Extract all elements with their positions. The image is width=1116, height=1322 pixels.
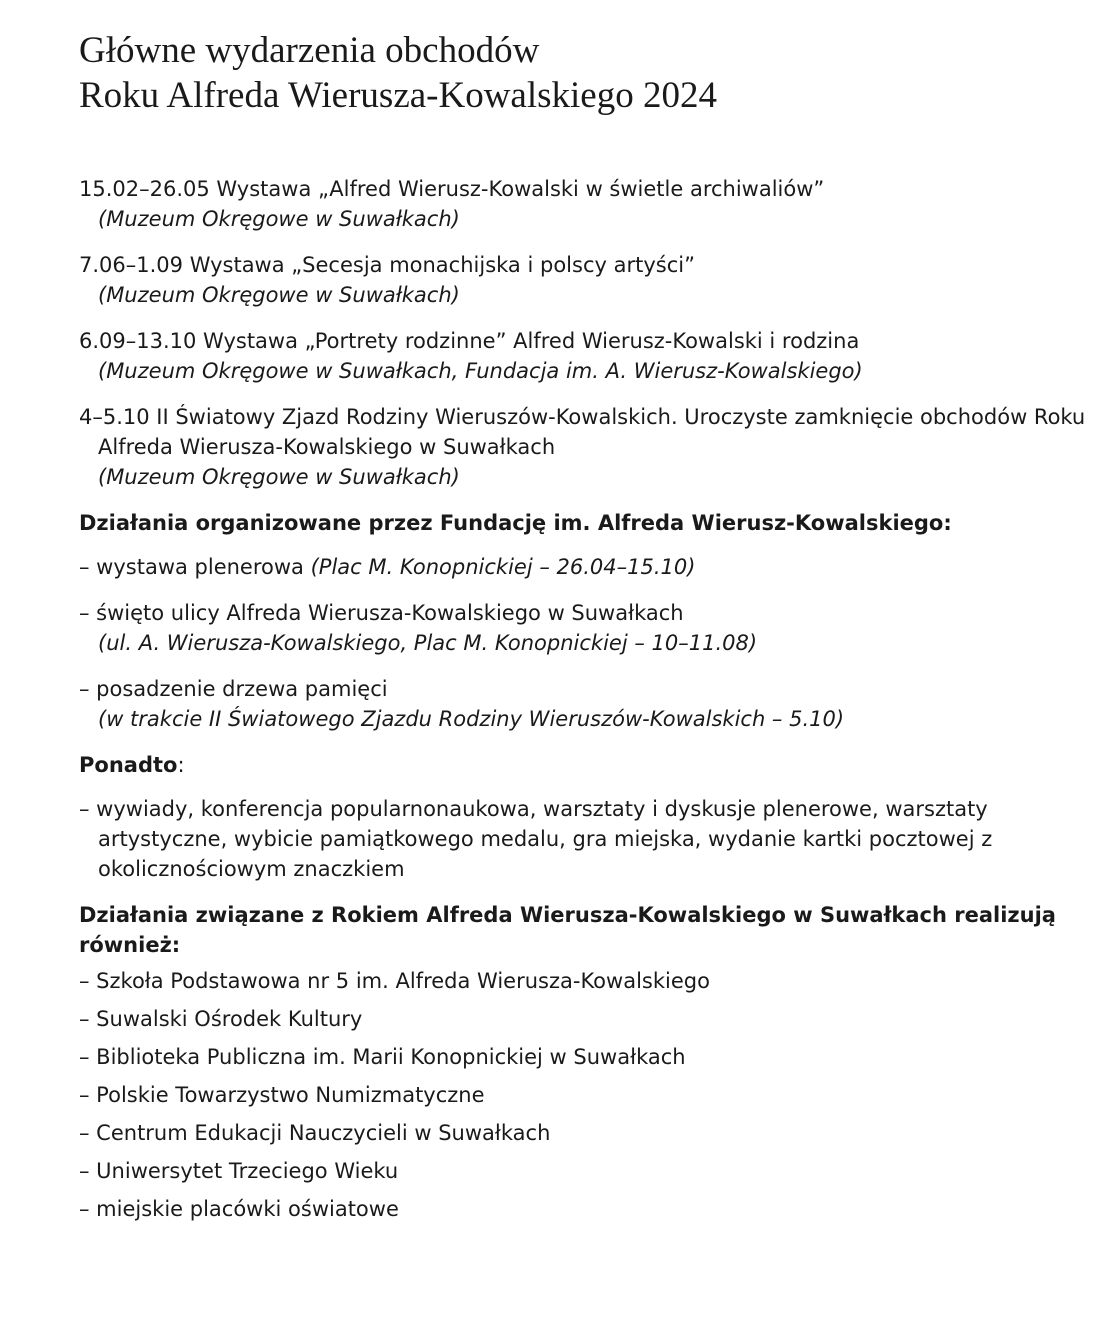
ponadto-colon: : — [177, 753, 185, 777]
event-place: (Muzeum Okręgowe w Suwałkach, Fundacja im. A. Wierusz-Kowalskiego) — [98, 359, 863, 383]
list-item: – Suwalski Ośrodek Kultury — [79, 1007, 363, 1031]
list-item — [79, 552, 1089, 582]
list-item: – Uniwersytet Trzeciego Wieku — [79, 1159, 399, 1183]
ponadto-heading — [79, 750, 1089, 780]
event-place: (Muzeum Okręgowe w Suwałkach) — [98, 465, 460, 489]
partners-list — [79, 966, 1089, 1224]
list-item — [79, 598, 1089, 658]
foundation-heading: Działania organizowane przez Fundację im. Alfreda Wierusz-Kowalskiego: — [79, 511, 952, 535]
list-item — [79, 674, 1089, 734]
event-item — [79, 250, 1089, 310]
partners-heading: Działania związane z Rokiem Alfreda Wierusza-Kowalskiego w Suwałkach realizują również: — [79, 903, 1056, 957]
title-line-1: Główne wydarzenia obchodów — [79, 30, 540, 71]
event-text: 7.06–1.09 Wystawa „Secesja monachijska i polscy artyści” — [79, 253, 695, 277]
event-item — [79, 402, 1089, 492]
page-title — [79, 28, 1089, 118]
item-detail: (Plac M. Konopnickiej – 26.04–15.10) — [310, 555, 696, 579]
document-page — [79, 28, 1089, 1232]
list-item: – Szkoła Podstawowa nr 5 im. Alfreda Wierusza-Kowalskiego — [79, 969, 710, 993]
item-detail: (w trakcie II Światowego Zjazdu Rodziny Wieruszów-Kowalskich – 5.10) — [98, 707, 845, 731]
item-text: – wystawa plenerowa — [79, 555, 311, 579]
list-item: – Biblioteka Publiczna im. Marii Konopnickiej w Suwałkach — [79, 1045, 686, 1069]
event-text: 15.02–26.05 Wystawa „Alfred Wierusz-Kowalski w świetle archiwaliów” — [79, 177, 825, 201]
event-text: 4–5.10 II Światowy Zjazd Rodziny Wieruszów-Kowalskich. Uroczyste zamknięcie obchodów Roku Alfreda Wierusza-Kowalskiego w Suwałkach — [79, 405, 1086, 459]
title-line-2: Roku Alfreda Wierusza-Kowalskiego 2024 — [79, 75, 717, 116]
event-item — [79, 174, 1089, 234]
event-place: (Muzeum Okręgowe w Suwałkach) — [98, 283, 460, 307]
foundation-list — [79, 552, 1089, 734]
list-item: – wywiady, konferencja popularnonaukowa, warsztaty i dyskusje plenerowe, warsztaty artystyczne, wybicie pamiątkowego medalu, gra miejska, wydanie kartki pocztowej z okolicznościowym znaczkiem — [79, 797, 993, 881]
item-detail: (ul. A. Wierusza-Kowalskiego, Plac M. Konopnickiej – 10–11.08) — [98, 631, 758, 655]
list-item: – miejskie placówki oświatowe — [79, 1197, 399, 1221]
item-text: – posadzenie drzewa pamięci — [79, 677, 388, 701]
list-item: – Polskie Towarzystwo Numizmatyczne — [79, 1083, 485, 1107]
event-item — [79, 326, 1089, 386]
item-text: – święto ulicy Alfreda Wierusza-Kowalskiego w Suwałkach — [79, 601, 684, 625]
event-text: 6.09–13.10 Wystawa „Portrety rodzinne” Alfred Wierusz-Kowalski i rodzina — [79, 329, 860, 353]
ponadto-label: Ponadto — [79, 753, 178, 777]
list-item: – Centrum Edukacji Nauczycieli w Suwałkach — [79, 1121, 551, 1145]
event-place: (Muzeum Okręgowe w Suwałkach) — [98, 207, 460, 231]
events-list — [79, 174, 1089, 492]
ponadto-list — [79, 794, 1089, 884]
